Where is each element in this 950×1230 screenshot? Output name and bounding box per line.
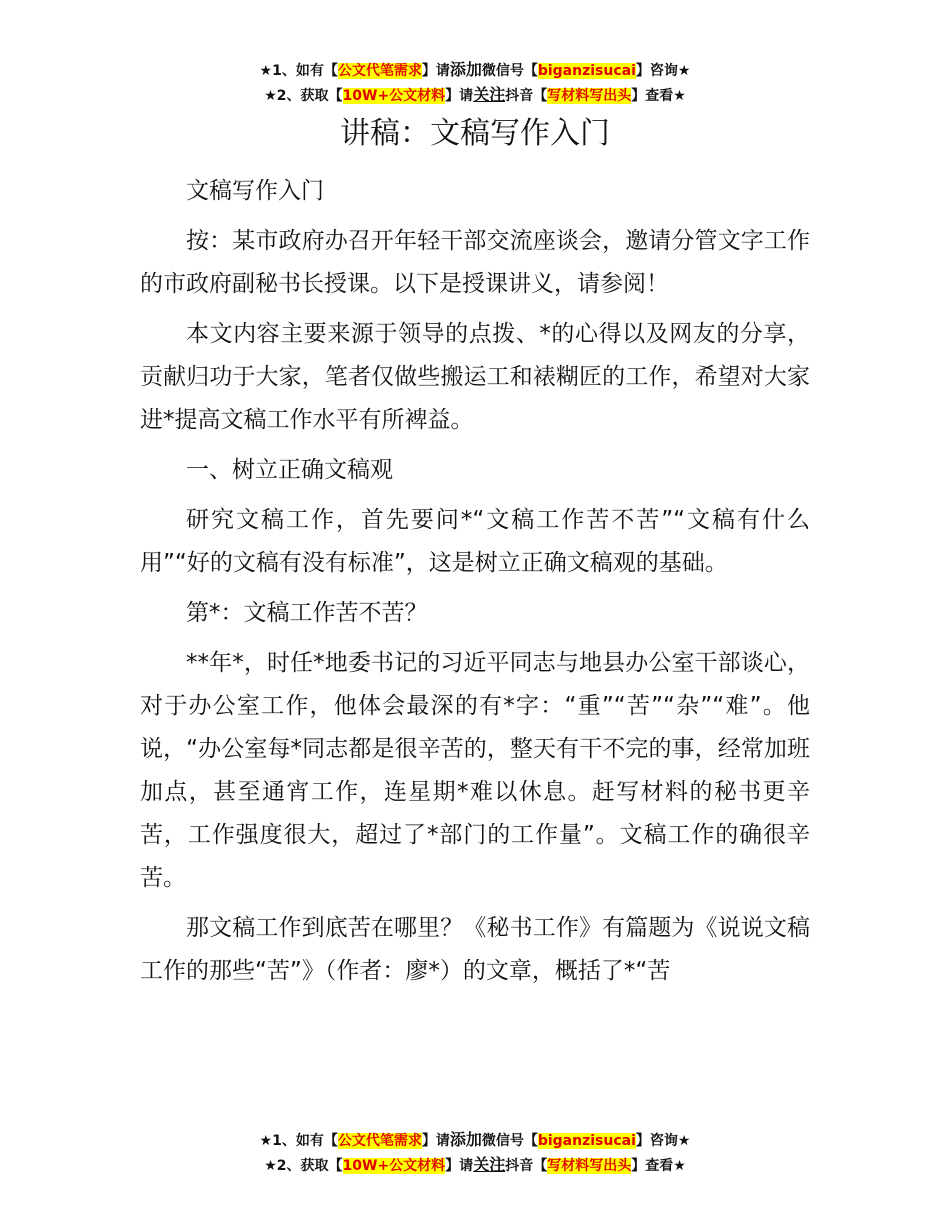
promo-highlight: biganzisucai — [537, 1133, 636, 1149]
paragraph: 按：某市政府办召开年轻干部交流座谈会，邀请分管文字工作的市政府副秘书长授课。以下是授课讲义，请参阅！ — [140, 228, 810, 297]
promo-text: 抖音【 — [505, 1158, 548, 1174]
promo-line-1 — [0, 58, 950, 83]
paragraph: **年*，时任*地委书记的习近平同志与地县办公室干部谈心，对于办公室工作，他体会最深的有*字：“重”“苦”“杂”“难”。他说，“办公室每*同志都是很辛苦的，整天有干不完的事，经常加班加点，甚至通宵工作，连星期*难以休息。赶写材料的秘书更辛苦，工作强度很大，超过了*部门的工作量”。文稿工作的确很辛苦。 — [140, 650, 810, 891]
promo-highlight: 公文代笔需求 — [337, 63, 422, 79]
promo-header — [0, 58, 950, 108]
promo-text: 微信号【 — [481, 63, 538, 79]
promo-text: 】请 — [445, 1158, 474, 1174]
promo-emphasis: 关注 — [473, 85, 506, 104]
promo-text: ★1、如有【 — [259, 1133, 338, 1149]
promo-text: 微信号【 — [481, 1133, 538, 1149]
paragraph: 本文内容主要来源于领导的点拨、*的心得以及网友的分享，贡献归功于大家，笔者仅做些搬运工和裱糊匠的工作，希望对大家进*提高文稿工作水平有所裨益。 — [140, 321, 810, 433]
section-heading: 一、树立正确文稿观 — [186, 457, 393, 483]
promo-text: ★2、获取【 — [264, 1158, 343, 1174]
promo-text: ★1、如有【 — [259, 63, 338, 79]
paragraph: 文稿写作入门 — [186, 178, 324, 204]
promo-line-2 — [0, 83, 950, 108]
promo-text: 】咨询★ — [635, 63, 691, 79]
promo-emphasis: 关注 — [473, 1155, 506, 1174]
document-title: 讲稿：文稿写作入门 — [340, 116, 610, 151]
subsection-heading: 第*：文稿工作苦不苦？ — [186, 600, 428, 626]
promo-footer — [0, 1128, 950, 1178]
promo-text: ★2、获取【 — [264, 88, 343, 104]
promo-emphasis: 添加 — [449, 60, 482, 79]
promo-highlight: 写材料写出头 — [547, 1158, 632, 1174]
promo-text: 】请 — [421, 63, 450, 79]
promo-highlight: 写材料写出头 — [547, 88, 632, 104]
promo-line-2 — [0, 1153, 950, 1178]
promo-text: 】查看★ — [631, 88, 686, 104]
promo-highlight: biganzisucai — [537, 63, 636, 79]
promo-text: 】请 — [421, 1133, 450, 1149]
promo-line-1 — [0, 1128, 950, 1153]
promo-text: 】查看★ — [631, 1158, 686, 1174]
promo-text: 】咨询★ — [635, 1133, 691, 1149]
paragraph: 那文稿工作到底苦在哪里？《秘书工作》有篇题为《说说文稿工作的那些“苦”》（作者：廖*）的文章，概括了*“苦 — [140, 915, 810, 984]
promo-text: 抖音【 — [505, 88, 548, 104]
promo-text: 】请 — [445, 88, 474, 104]
document-body — [140, 170, 810, 1000]
promo-highlight: 10W+公文材料 — [342, 1158, 446, 1174]
promo-emphasis: 添加 — [449, 1130, 482, 1149]
paragraph: 研究文稿工作，首先要问*“文稿工作苦不苦”“文稿有什么用”“好的文稿有没有标准”，这是树立正确文稿观的基础。 — [140, 507, 810, 576]
promo-highlight: 10W+公文材料 — [342, 88, 446, 104]
promo-highlight: 公文代笔需求 — [337, 1133, 422, 1149]
